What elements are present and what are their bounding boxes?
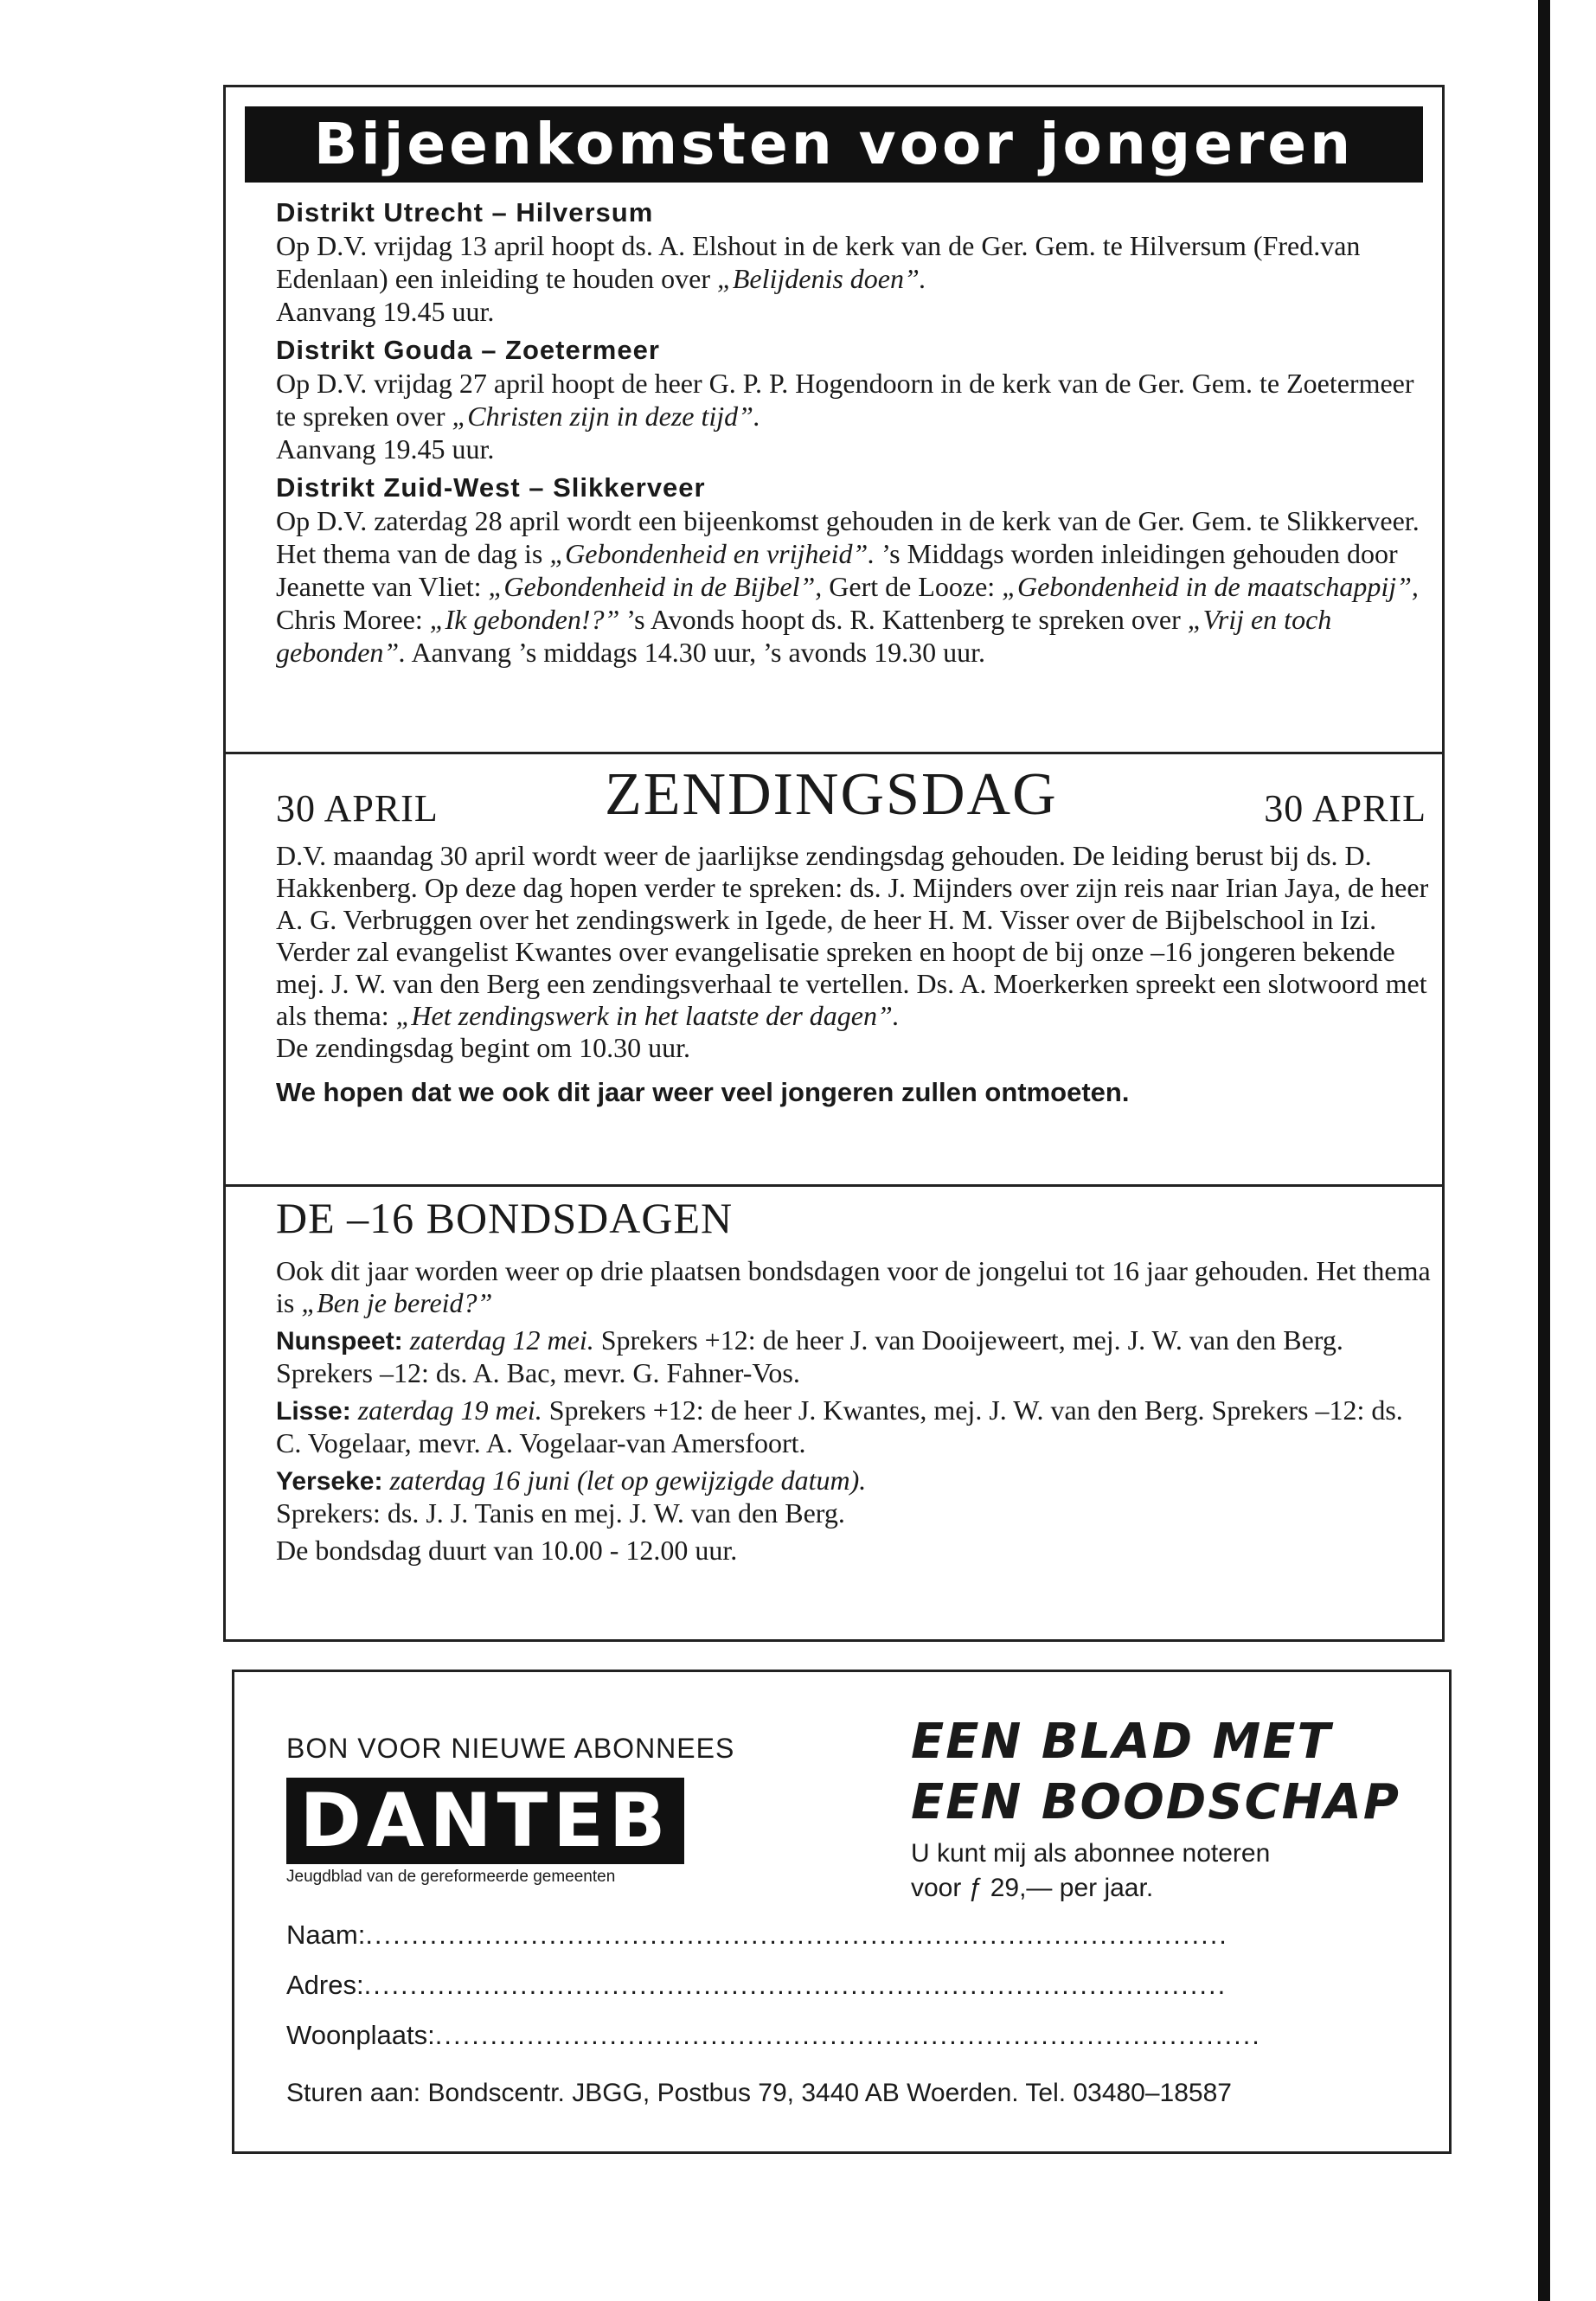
bondsdagen-theme: „Ben je bereid?”: [301, 1287, 493, 1318]
send-to-address: Sturen aan: Bondscentr. JBGG, Postbus 79, 3440 AB Woerden. Tel. 03480–18587: [286, 2079, 1232, 2107]
page-edge-bar: [1538, 0, 1550, 2301]
zendingsdag-title: ZENDINGSDAG: [605, 761, 1058, 828]
meetings-box: [223, 85, 1445, 1642]
coupon-heading: BON VOOR NIEUWE ABONNEES: [286, 1733, 735, 1764]
district-zuidwest: Distrikt Zuid-West – Slikkerveer Op D.V. zaterdag 28 april wordt een bijeenkomst gehouden in de kerk van de Ger. Gem. te Slikkerveer. Het thema van de dag is „Gebondenheid en vrijheid”. ’s Middags worden inleidingen gehouden door Jeanette van Vliet: „Gebondenheid in de Bijbel”, Gert de Looze: „Gebondenheid in de maatschappij”, Chris Moree: „Ik gebonden!?” ’s Avonds hoopt ds. R. Kattenberg te spreken over „Vrij en toch gebonden”. Aanvang ’s middags 14.30 uur, ’s avonds 19.30 uur.: [276, 471, 1435, 669]
zendingsdag-closing: We hopen dat we ook dit jaar weer veel jongeren zullen ontmoeten.: [276, 1077, 1130, 1107]
place-entry: Yerseke: zaterdag 16 juni (let op gewijzigde datum). Sprekers: ds. J. J. Tanis en mej. J. W. van den Berg.: [276, 1465, 867, 1529]
district-list: [276, 196, 1435, 675]
zendingsdag-theme: „Het zendingswerk in het laatste der dagen”.: [395, 1000, 900, 1031]
bondsdagen-body: Ook dit jaar worden weer op drie plaatsen bondsdagen voor de jongelui tot 16 jaar gehouden. Het thema is „Ben je bereid?” Nunspeet: zaterdag 12 mei. Sprekers +12: de heer J. van Dooijeweert, mej. J. W. van den Berg. Sprekers –12: ds. A. Bac, mevr. G. Fahner-Vos. Lisse: zaterdag 19 mei. Sprekers +12: de heer J. Kwantes, mej. J. W. van den Berg. Sprekers –12: ds. C. Vogelaar, mevr. A. Vogelaar-van Amersfoort. Yerseke: zaterdag 16 juni (let op gewijzigde datum). Sprekers: ds. J. J. Tanis en mej. J. W. van den Berg. De bondsdag duurt van 10.00 - 12.00 uur.: [276, 1255, 1435, 1572]
place-entry: Nunspeet: zaterdag 12 mei. Sprekers +12: de heer J. van Dooijeweert, mej. J. W. van den Berg. Sprekers –12: ds. A. Bac, mevr. G. Fahner-Vos.: [276, 1324, 1343, 1388]
district-gouda: Distrikt Gouda – Zoetermeer Op D.V. vrijdag 27 april hoopt de heer G. P. P. Hogendoorn in de kerk van de Ger. Gem. te Zoetermeer te spreken over „Christen zijn in deze tijd”. Aanvang 19.45 uur.: [276, 334, 1435, 465]
district-heading: Distrikt Utrecht – Hilversum: [276, 197, 654, 228]
subscription-coupon: [232, 1670, 1452, 2154]
district-theme: „Belijdenis doen”.: [717, 263, 926, 294]
district-heading: Distrikt Zuid-West – Slikkerveer: [276, 472, 706, 503]
zendingsdag-header: [276, 760, 1426, 838]
zendingsdag-body: D.V. maandag 30 april wordt weer de jaarlijkse zendingsdag gehouden. De leiding berust bij ds. D. Hakkenberg. Op deze dag hopen verder te spreken: ds. J. Mijnders over zijn reis naar Irian Jaya, de heer A. G. Verbruggen over het zendingswerk in Igede, de heer H. M. Visser over de Bijbelschool in Izi. Verder zal evangelist Kwantes over evangelisatie spreken en hoopt de bij onze –16 jongeren bekende mej. J. W. van den Berg een zendingsverhaal te vertellen. Ds. A. Moerkerken spreekt een slotwoord met als thema: „Het zendingswerk in het laatste der dagen”. De zendingsdag begint om 10.30 uur. We hopen dat we ook dit jaar weer veel jongeren zullen ontmoeten.: [276, 840, 1435, 1108]
district-heading: Distrikt Gouda – Zoetermeer: [276, 335, 660, 365]
date-right: 30 APRIL: [1264, 787, 1426, 830]
bondsdag-duration: De bondsdag duurt van 10.00 - 12.00 uur.: [276, 1535, 738, 1566]
magazine-logo: DANTEB: [286, 1778, 684, 1864]
woonplaats-field[interactable]: Woonplaats:..........................................................................................: [286, 2020, 1261, 2050]
section-divider: [226, 1184, 1442, 1187]
subscription-offer: U kunt mij als abonnee noteren voor ƒ 29,— per jaar.: [911, 1839, 1271, 1902]
slogan: EEN BLAD MET EEN BOODSCHAP: [911, 1714, 1401, 1830]
date-left: 30 APRIL: [276, 787, 439, 830]
district-theme: „Christen zijn in deze tijd”.: [452, 401, 760, 432]
district-utrecht: Distrikt Utrecht – Hilversum Op D.V. vrijdag 13 april hoopt ds. A. Elshout in de kerk van de Ger. Gem. te Hilversum (Fred.van Edenlaan) een inleiding te houden over „Belijdenis doen”. Aanvang 19.45 uur.: [276, 196, 1435, 328]
naam-field[interactable]: Naam:..............................................................................................: [286, 1920, 1228, 1950]
adres-field[interactable]: Adres:..............................................................................................: [286, 1970, 1227, 2000]
section-divider: [226, 752, 1442, 754]
banner-title: Bijeenkomsten voor jongeren: [245, 106, 1423, 183]
zendingsdag-start: De zendingsdag begint om 10.30 uur.: [276, 1032, 691, 1063]
place-entry: Lisse: zaterdag 19 mei. Sprekers +12: de heer J. Kwantes, mej. J. W. van den Berg. Sprekers –12: ds. C. Vogelaar, mevr. A. Vogelaar-van Amersfoort.: [276, 1394, 1403, 1458]
logo-subtitle: Jeugdblad van de gereformeerde gemeenten: [286, 1868, 616, 1886]
bondsdagen-title: DE –16 BONDSDAGEN: [276, 1194, 734, 1242]
